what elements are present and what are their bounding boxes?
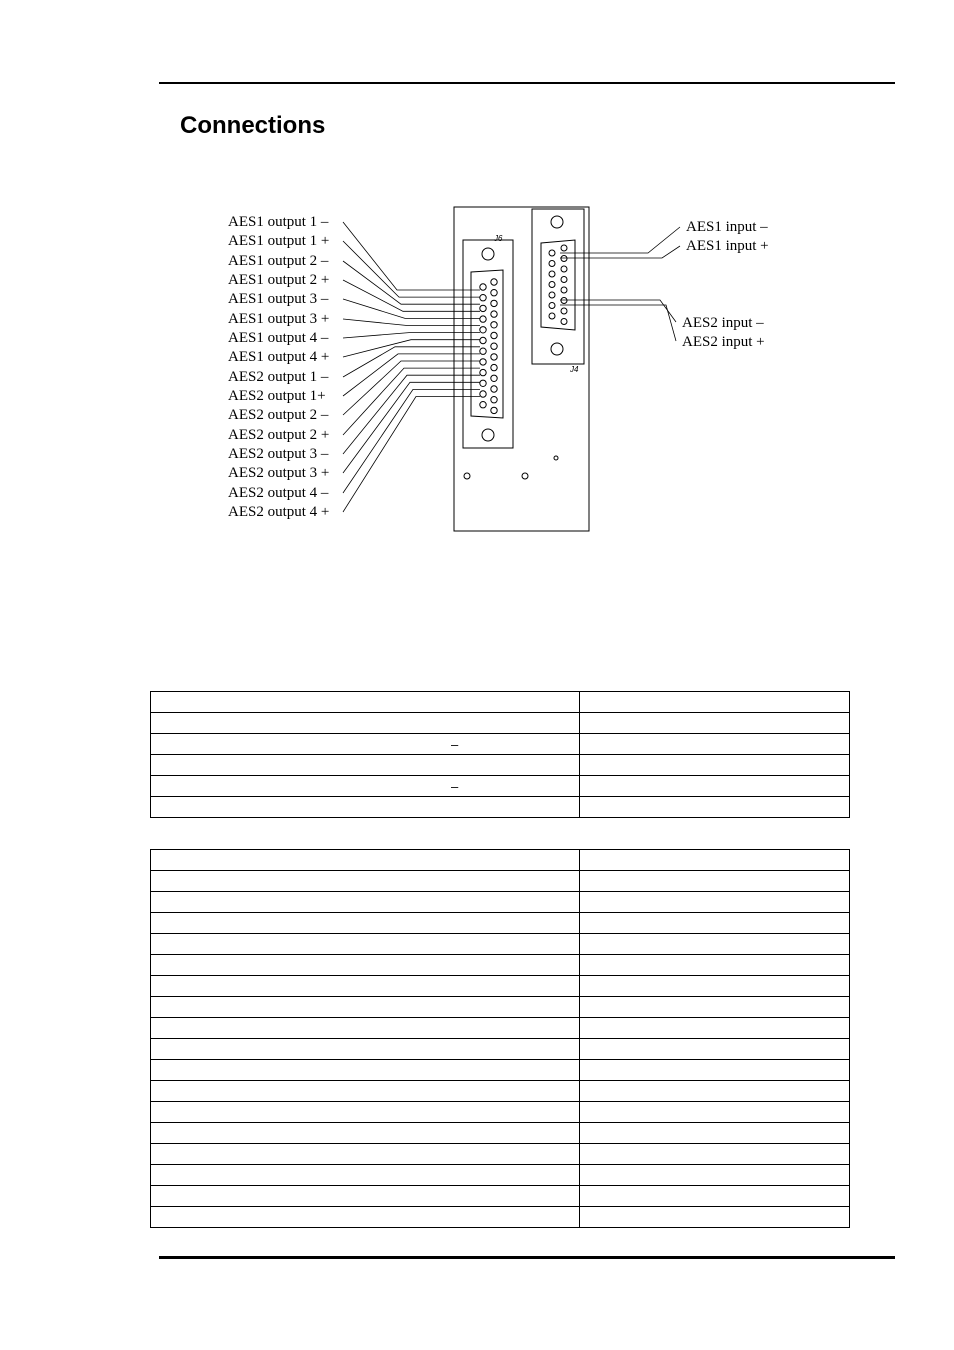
- pin: [561, 245, 567, 251]
- left-label: AES1 output 4 –: [228, 330, 329, 346]
- left-label: AES1 output 1 +: [228, 233, 330, 249]
- wire: [343, 389, 480, 493]
- right-label: AES2 input +: [682, 334, 765, 350]
- table-cell: [151, 892, 580, 913]
- table-cell: [151, 755, 580, 776]
- pin: [561, 298, 567, 304]
- pin: [491, 397, 497, 403]
- table-row: [151, 1102, 850, 1123]
- table-cell: [151, 850, 580, 871]
- pin: [561, 319, 567, 325]
- pin: [549, 271, 555, 277]
- right-labels: [682, 219, 769, 350]
- left-label: AES1 output 3 –: [228, 291, 329, 307]
- pin: [549, 261, 555, 267]
- pin: [549, 303, 555, 309]
- pin: [491, 343, 497, 349]
- table-cell: [151, 734, 580, 755]
- wire: [343, 361, 480, 415]
- pin: [491, 311, 497, 317]
- table-cell: [151, 1165, 580, 1186]
- left-labels: [228, 214, 329, 520]
- pin: [480, 369, 486, 375]
- table-cell: [580, 692, 850, 713]
- j4-housing: [532, 209, 584, 364]
- left-label: AES2 output 2 –: [228, 407, 329, 423]
- table-row: [151, 1207, 850, 1228]
- left-label: AES1 output 2 +: [228, 272, 330, 288]
- table-cell: [151, 692, 580, 713]
- table-row: [151, 734, 850, 755]
- footer-rule: [159, 1256, 895, 1259]
- wire: [343, 333, 480, 338]
- pin: [491, 332, 497, 338]
- table-row: [151, 850, 850, 871]
- right-label: AES2 input –: [682, 315, 764, 331]
- table-row: [151, 976, 850, 997]
- table-row: [151, 1081, 850, 1102]
- pin: [549, 282, 555, 288]
- pinout-table-1: [150, 691, 850, 818]
- table-row: [151, 692, 850, 713]
- table-cell: [580, 955, 850, 976]
- pin: [480, 391, 486, 397]
- j6-mount-hole-bottom: [482, 429, 494, 441]
- j6-pins: [480, 279, 497, 414]
- table-cell: [580, 976, 850, 997]
- pin: [491, 364, 497, 370]
- wire: [343, 222, 480, 290]
- table-cell: [151, 955, 580, 976]
- table-cell: [580, 1186, 850, 1207]
- page-title: Connections: [180, 112, 326, 139]
- table-row: [151, 1165, 850, 1186]
- table-cell: [580, 1039, 850, 1060]
- wire: [560, 246, 680, 258]
- wire: [343, 368, 480, 435]
- left-label: AES2 output 1 –: [228, 369, 329, 385]
- table-cell: [151, 1207, 580, 1228]
- left-label: AES2 output 4 –: [228, 485, 329, 501]
- table-cell: [580, 892, 850, 913]
- table-cell: [151, 776, 580, 797]
- wire: [343, 375, 480, 454]
- table-cell: [580, 1144, 850, 1165]
- j4-shell: [541, 240, 575, 330]
- table-cell: [580, 871, 850, 892]
- pinout-table-2: [150, 849, 850, 1228]
- table-row: [151, 871, 850, 892]
- table-cell: [580, 1018, 850, 1039]
- right-wires: [560, 227, 680, 341]
- table-cell: [151, 976, 580, 997]
- pin: [480, 327, 486, 333]
- left-label: AES1 output 1 –: [228, 214, 329, 230]
- table-cell: [580, 1165, 850, 1186]
- table-row: [151, 1039, 850, 1060]
- wire: [560, 300, 676, 322]
- table-cell: [580, 713, 850, 734]
- pin: [549, 313, 555, 319]
- pin: [480, 359, 486, 365]
- table-row: [151, 1123, 850, 1144]
- left-label: AES2 output 3 +: [228, 465, 330, 481]
- right-label: AES1 input +: [686, 238, 769, 254]
- wire: [343, 280, 480, 311]
- table-cell: [151, 913, 580, 934]
- panel-hole: [554, 456, 558, 460]
- right-label: AES1 input –: [686, 219, 768, 235]
- pin: [491, 322, 497, 328]
- pin: [480, 337, 486, 343]
- table-cell: [151, 934, 580, 955]
- j4-pins: [549, 245, 567, 325]
- table-cell: [151, 1102, 580, 1123]
- wire: [560, 227, 680, 253]
- j6-mount-hole-top: [482, 248, 494, 260]
- wire: [343, 340, 480, 357]
- table-row: [151, 1018, 850, 1039]
- pin: [561, 308, 567, 314]
- j6-label: J6: [494, 234, 503, 243]
- pin: [491, 386, 497, 392]
- left-label: AES2 output 4 +: [228, 504, 330, 520]
- table-cell: [151, 1039, 580, 1060]
- pin: [561, 277, 567, 283]
- left-label: AES2 output 2 +: [228, 427, 330, 443]
- table-cell: [580, 734, 850, 755]
- table-cell: [151, 1186, 580, 1207]
- table-row: [151, 892, 850, 913]
- pin: [480, 316, 486, 322]
- pin: [480, 305, 486, 311]
- j4-mount-hole-bottom: [551, 343, 563, 355]
- pin: [480, 295, 486, 301]
- panel-hole: [522, 473, 528, 479]
- left-wires: [343, 222, 480, 512]
- dash-mark: –: [451, 737, 459, 752]
- pin: [491, 407, 497, 413]
- wire: [343, 261, 480, 304]
- left-label: AES1 output 2 –: [228, 253, 329, 269]
- j4-label: J4: [570, 365, 579, 374]
- pin: [561, 287, 567, 293]
- table-row: [151, 1186, 850, 1207]
- wire: [343, 319, 480, 326]
- table-cell: [151, 797, 580, 818]
- table-row: [151, 1144, 850, 1165]
- table-row: [151, 776, 850, 797]
- pin: [561, 266, 567, 272]
- panel-outline: [454, 207, 589, 531]
- pin: [480, 402, 486, 408]
- table-cell: [580, 1123, 850, 1144]
- table-row: [151, 755, 850, 776]
- table-cell: [151, 713, 580, 734]
- table-row: [151, 934, 850, 955]
- table-cell: [580, 934, 850, 955]
- table-cell: [151, 1144, 580, 1165]
- pin: [480, 284, 486, 290]
- table-cell: [580, 997, 850, 1018]
- table-cell: [580, 1081, 850, 1102]
- table-cell: [151, 1060, 580, 1081]
- wire: [343, 347, 480, 377]
- left-label: AES2 output 1+: [228, 388, 326, 404]
- table-row: [151, 1060, 850, 1081]
- table-cell: [580, 1207, 850, 1228]
- pin: [549, 250, 555, 256]
- pin: [491, 290, 497, 296]
- connector-diagram: [0, 0, 954, 560]
- pin: [491, 354, 497, 360]
- left-label: AES1 output 4 +: [228, 349, 330, 365]
- dash-mark: –: [451, 779, 459, 794]
- j6-shell: [471, 270, 503, 418]
- table-cell: [151, 1123, 580, 1144]
- pin: [491, 279, 497, 285]
- table-cell: [580, 913, 850, 934]
- table-cell: [580, 797, 850, 818]
- table-cell: [580, 1060, 850, 1081]
- table-cell: [151, 1081, 580, 1102]
- table-row: [151, 913, 850, 934]
- table-cell: [151, 1018, 580, 1039]
- table-cell: [580, 755, 850, 776]
- left-label: AES1 output 3 +: [228, 311, 330, 327]
- table-row: [151, 713, 850, 734]
- wire: [343, 241, 480, 297]
- pin: [549, 292, 555, 298]
- wire: [343, 397, 480, 513]
- table-cell: [151, 871, 580, 892]
- pin: [491, 375, 497, 381]
- table-cell: [151, 997, 580, 1018]
- table-cell: [580, 1102, 850, 1123]
- j4-mount-hole-top: [551, 216, 563, 228]
- pin: [491, 300, 497, 306]
- table-row: [151, 797, 850, 818]
- pin: [480, 348, 486, 354]
- table-row: [151, 955, 850, 976]
- panel-hole: [464, 473, 470, 479]
- pin: [480, 380, 486, 386]
- left-label: AES2 output 3 –: [228, 446, 329, 462]
- table-cell: [580, 776, 850, 797]
- table-cell: [580, 850, 850, 871]
- pin: [561, 256, 567, 262]
- table-row: [151, 997, 850, 1018]
- wire: [560, 305, 676, 341]
- wire: [343, 299, 480, 318]
